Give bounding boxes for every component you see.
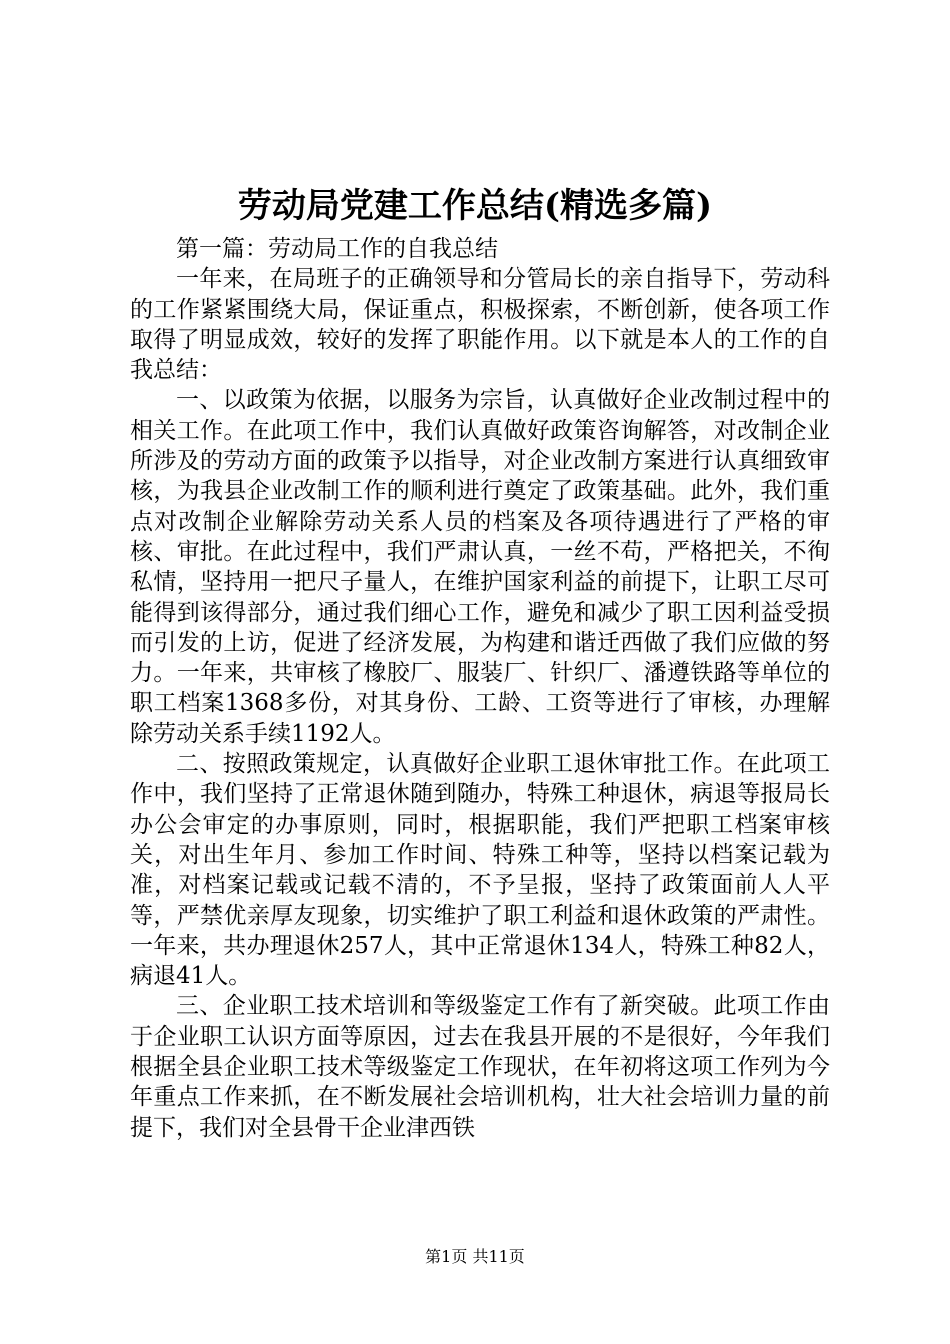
paragraph-one: 一、以政策为依据，以服务为宗旨，认真做好企业改制过程中的相关工作。在此项工作中，我们认真做好政策咨询解答，对改制企业所涉及的劳动方面的政策予以指导，对企业改制方案进行认真细致审核，为我县企业改制工作的顺利进行奠定了政策基础。此外，我们重点对改制企业解除劳动关系人员的档案及各项待遇进行了严格的审核、审批。在此过程中，我们严肃认真，一丝不苟，严格把关，不徇私情，坚持用一把尺子量人，在维护国家利益的前提下，让职工尽可能得到该得部分，通过我们细心工作，避免和减少了职工因利益受损而引发的上访，促进了经济发展，为构建和谐迁西做了我们应做的努力。一年来，共审核了橡胶厂、服装厂、针织厂、潘遵铁路等单位的职工档案1368多份，对其身份、工龄、工资等进行了审核，办理解除劳动关系手续1192人。 <box>130 387 830 747</box>
paragraph-three: 三、企业职工技术培训和等级鉴定工作有了新突破。此项工作由于企业职工认识方面等原因，过去在我县开展的不是很好，今年我们根据全县企业职工技术等级鉴定工作现状，在年初将这项工作列为今年重点工作来抓，在不断发展社会培训机构，壮大社会培训力量的前提下，我们对全县骨干企业津西铁 <box>130 993 830 1141</box>
paragraph-intro: 一年来，在局班子的正确领导和分管局长的亲自指导下，劳动科的工作紧紧围绕大局，保证重点，积极探索，不断创新，使各项工作取得了明显成效，较好的发挥了职能作用。以下就是本人的工作的自我总结： <box>130 266 830 384</box>
document-body <box>130 234 830 1143</box>
paragraph-two: 二、按照政策规定，认真做好企业职工退休审批工作。在此项工作中，我们坚持了正常退休随到随办，特殊工种退休，病退等报局长办公会审定的办事原则，同时，根据职能，我们严把职工档案审核关，对出生年月、参加工作时间、特殊工种等，坚持以档案记载为准，对档案记载或记载不清的，不予呈报，坚持了政策面前人人平等，严禁优亲厚友现象，切实维护了职工利益和退休政策的严肃性。一年来，共办理退休257人，其中正常退休134人，特殊工种82人，病退41人。 <box>130 751 830 990</box>
section-heading: 第一篇：劳动局工作的自我总结 <box>176 236 498 262</box>
document-title: 劳动局党建工作总结(精选多篇) <box>237 186 713 226</box>
page-footer: 第1页 共11页 <box>425 1247 525 1266</box>
